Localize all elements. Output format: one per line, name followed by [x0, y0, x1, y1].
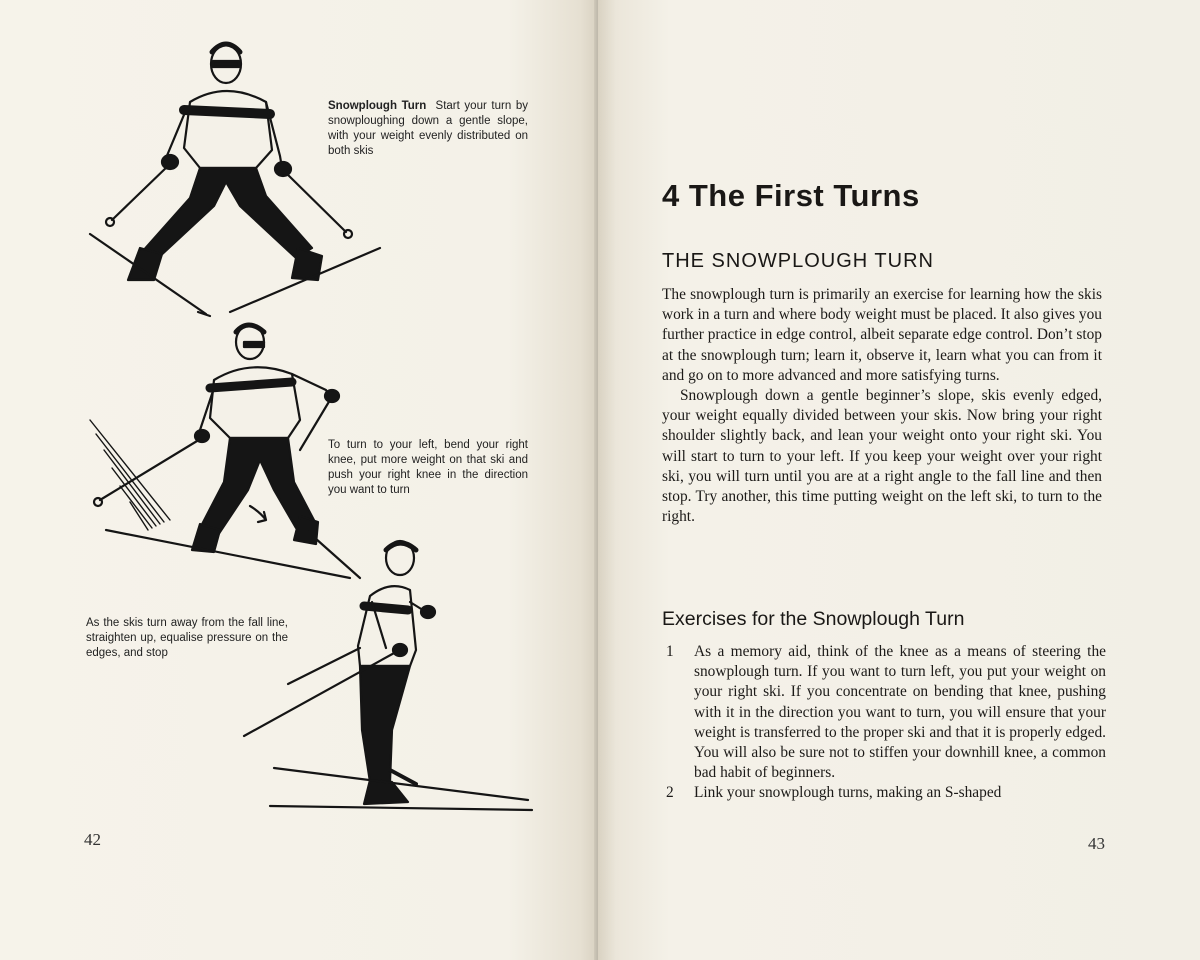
skier-figure-snowplough [90, 44, 380, 316]
right-page [598, 0, 1200, 960]
exercise-text: As a memory aid, think of the knee as a means of steering the snowplough turn. If you want to turn left, you put your weight on your right ski. If you concentrate on bending that knee, pushing with it in the direction you want to turn, you will ensure that your weight is transferred to the proper ski and that it is properly edged. You will also be sure not to stiffen your downhill knee, a common bad habit of beginners. [694, 643, 1106, 782]
caption-stop: As the skis turn away from the fall line, straighten up, equalise pressure on the edges, and stop [86, 617, 288, 659]
caption-lead: Snowplough Turn [328, 100, 427, 112]
paragraph: The snowplough turn is primarily an exercise for learning how the skis work in a turn and where body weight must be placed. It also gives you further practice in edge control, albeit separate edge control. Don’t stop at the snowplough turn; learn it, observe it, learn what you can from it and go on to more advanced and more satisfying turns. [662, 286, 1102, 384]
exercise-list [662, 642, 1106, 804]
exercise-number: 2 [666, 784, 674, 802]
section-heading: THE SNOWPLOUGH TURN [662, 250, 934, 272]
page-number-right: 43 [1088, 834, 1105, 853]
exercise-text: Link your snowplough turns, making an S-shaped [694, 784, 1002, 802]
exercise-number: 1 [666, 643, 674, 660]
list-item [662, 783, 1106, 803]
caption-snowplough-start [328, 99, 528, 159]
chapter-title: 4 The First Turns [662, 178, 920, 213]
list-item [662, 642, 1106, 783]
caption-text: Start your turn by snowploughing down a gentle slope, with your weight evenly distributed on both skis [328, 100, 528, 157]
left-page [0, 0, 598, 960]
caption-turn-left: To turn to your left, bend your right knee, put more weight on that ski and push your right knee in the direction you want to turn [328, 439, 528, 496]
body-text [662, 285, 1102, 527]
page-number-left: 42 [84, 830, 101, 849]
exercises-heading: Exercises for the Snowplough Turn [662, 608, 965, 630]
skier-figure-stopping [244, 541, 532, 810]
skier-figure-turning [90, 325, 360, 578]
paragraph: Snowplough down a gentle beginner’s slope, skis evenly edged, your weight equally divided between your skis. Now bring your right shoulder slightly back, and lean your weight onto your right ski. You will start to turn to your left. If you keep your weight over your right ski, you will turn until you are at a right angle to the fall line and then stop. Try another, this time putting weight on the left ski, to turn to the right. [662, 387, 1102, 526]
